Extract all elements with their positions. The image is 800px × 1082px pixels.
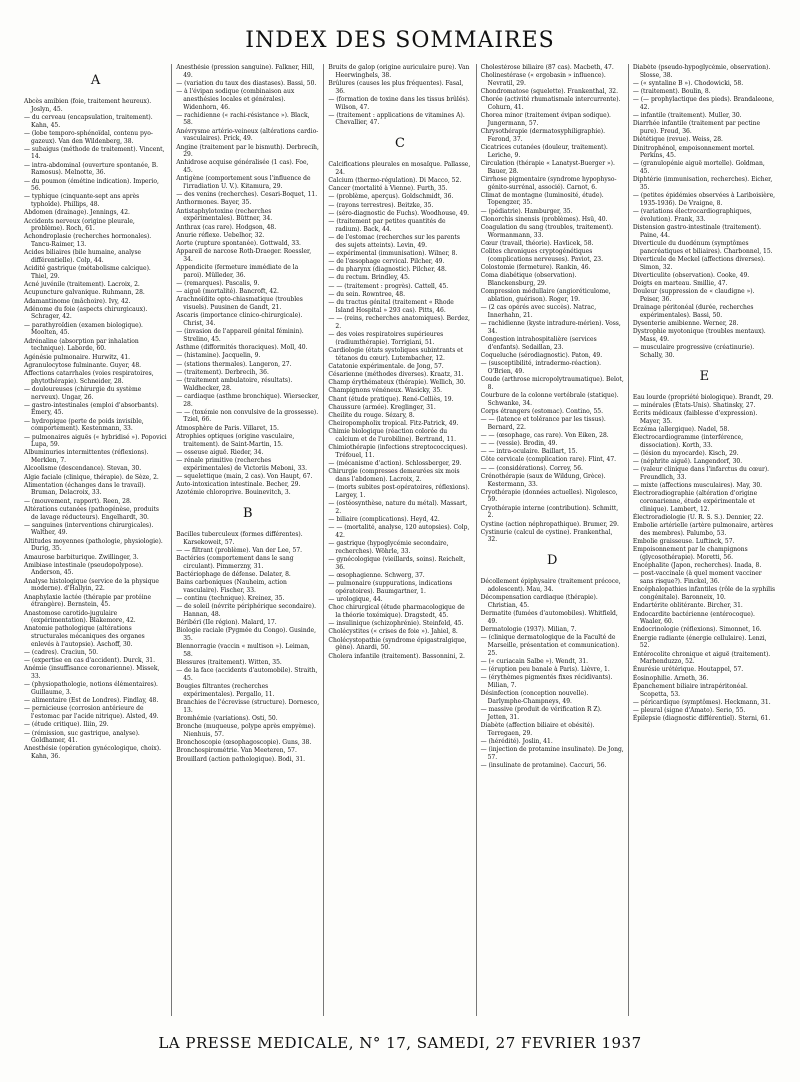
index-entry: — (lésion du myocarde). Kisch, 29. xyxy=(632,449,739,457)
index-entry: Champ érythémateux (thérapie). Wellich, 30. xyxy=(328,379,466,387)
index-entry: Diverticulite (observation). Cooke, 49. xyxy=(632,271,750,279)
index-column-2 xyxy=(171,64,323,1016)
index-entry: Bains carboniques (Nauheim, action vasculaire). Fischer, 33. xyxy=(176,579,287,594)
index-entry: Anurie réflexe. Uebelhor, 32. xyxy=(176,231,265,239)
index-entry: — (éruption peu banale à Paris). Lièvre, 1. xyxy=(480,665,610,673)
index-entry: — (traitement : applications de vitamines A). Chevallier, 47. xyxy=(328,111,465,127)
index-entry: Bronche (muqueuse, polype après empyème). Nienhuis, 57. xyxy=(176,723,316,739)
index-entry: — (traitement ambulatoire, résultats). Waldhecker, 28. xyxy=(176,376,293,392)
index-entry: — (petites épidémies observées à Lariboisière, 1935-1936). De Vraigne, 8. xyxy=(632,192,776,207)
index-title: INDEX DES SOMMAIRES xyxy=(245,28,555,53)
index-entry: Anhidrose acquise généralisée (1 cas). Foe, 45. xyxy=(176,159,309,175)
index-entry: Énergie radiante (énergie cellulaire). Lenzi, 52. xyxy=(632,634,767,650)
index-entry: Bromhémie (variations). Osti, 50. xyxy=(176,715,278,723)
index-entry: — (rayons terrestres). Beitzke, 35. xyxy=(328,201,434,209)
index-entry: Asthme (difformités thoraciques). Moll, 40. xyxy=(176,344,308,352)
index-entry: Anatomie pathologique (altérations structurales mécaniques des organes enlevés à l'autopsie). Aschoff, 30. xyxy=(24,625,145,648)
index-entry: — (érythèmes pigmentés fixes récidivants). Milian, 7. xyxy=(480,674,613,689)
index-entry: — du cerveau (encapsulation, traitement). Kahn, 45. xyxy=(24,113,153,129)
index-entry: Cicatrices cutanées (douleur, traitement). Leriche, 9. xyxy=(480,144,608,159)
index-entry: Antistaphylotoxine (recherches expérimentales). Büttner, 34. xyxy=(176,207,273,223)
index-entry: Chant (étude pratique). René-Celliès, 19. xyxy=(328,395,454,403)
index-entry: Choc chirurgical (étude pharmacologique de la théorie toxémique). Dragstedt, 45. xyxy=(328,604,465,619)
index-entry: — infantile (traitement). Muller, 30. xyxy=(632,112,742,120)
section-letter: B xyxy=(243,505,253,521)
index-entry: Drainage péritonéal (durée, recherches expérimentales). Bassi, 50. xyxy=(632,304,754,319)
index-entry: — — (œsophage, cas rare). Von Eiken, 28. xyxy=(480,431,609,439)
index-entry: — (rémission, suc gastrique, analyse). Goldhamer, 41. xyxy=(24,729,140,745)
index-entry: Catatonie expérimentale. de Jong, 57. xyxy=(328,362,444,370)
section-letter: C xyxy=(395,136,405,152)
index-entry: Embolie artérielle (artère pulmonaire, artères des membres). Palumbo, 53. xyxy=(632,522,774,537)
index-entry: Dystrophie myotonique (troubles mentaux). Mass, 49. xyxy=(632,328,766,343)
index-entry: Électroradiographie (altération d'origine coronarienne, étude expérimentale et clinique). Lambert, 12. xyxy=(632,490,758,513)
index-entry: Analyse histologique (service de la physique moderne). d'Hallyin, 22. xyxy=(24,577,159,593)
index-entry: Aorte (rupture spontanée). Gottwald, 33. xyxy=(176,239,301,247)
index-entry: — (cadres). Craciun, 50. xyxy=(24,649,99,657)
index-entry: — (injection de protamine insulinate). De Jong, 57. xyxy=(480,745,624,761)
index-entry: Cholécystites (« crises de foie »). Jahiel, 8. xyxy=(328,628,458,636)
index-entry: — (étude critique). Iliin, 29. xyxy=(24,721,109,729)
index-entry: Cystine (action néphropathique). Brumer, 29. xyxy=(480,520,619,528)
index-entry: Anastomose carotido-jugulaire (expérimentation). Blakemore, 42. xyxy=(24,609,136,625)
index-entry: Abcès amibien (foie, traitement heureux). Joslyn, 45. xyxy=(24,98,152,113)
index-entry: Appendicite (fermeture immédiate de la paroi). Mülleder, 36. xyxy=(176,264,299,279)
index-entry: Biologie raciale (Pygmée du Congo). Gusinde, 35. xyxy=(176,627,316,643)
index-entry: — expérimental (immunisation). Wilner, 8. xyxy=(328,249,458,257)
index-entry: Anthormones. Bayer, 35. xyxy=(176,199,252,207)
index-entry: Adamantinome (mâchoire). Ivy, 42. xyxy=(24,297,131,305)
index-entry: Alimentation (échanges dans le travail). Bruman, Delacroix, 33. xyxy=(24,481,146,497)
index-entry: — hydropique (perte de poids invisible, comportement). Kestenmann, 33. xyxy=(24,417,144,433)
index-entry: Chimiothérapie (infections streptococciques). Tréfouel, 11. xyxy=(328,444,468,459)
index-entry: — de l'estomac (recherches sur les parents des sujets atteints). Levin, 49. xyxy=(328,233,460,249)
index-entry: Diabète (affection biliaire et obésité). Terregaen, 29. xyxy=(480,721,595,737)
index-entry: Diphtérie (immunisation, recherches). Eicher, 35. xyxy=(632,176,773,192)
index-entry: — (séro-diagnostic de Fuchs). Woodhouse, 49. xyxy=(328,209,470,217)
index-entry: Brouillard (action pathologique). Bodi, 31. xyxy=(176,755,306,763)
index-entry: — squelettique (main, 2 cas). Von Haupt, 67. xyxy=(176,472,313,480)
index-entry: — de soleil (névrite périphérique secondaire). Hannan, 48. xyxy=(176,603,316,618)
index-entry: — rachidienne (« rachi-résistance »). Black, 58. xyxy=(176,111,310,127)
index-entry: Cancer (mortalité à Vienne). Furth, 35. xyxy=(328,185,448,193)
index-entry: — parathyroïdien (examen biologique). Moolten, 45. xyxy=(24,321,143,337)
index-entry: Diarrhée infantile (traitement par pectine pure). Freud, 36. xyxy=(632,120,761,136)
index-entry: — (stations thermales). Langeron, 27. xyxy=(176,360,292,368)
index-entry: Cœur (travail, théorie). Havlicek, 58. xyxy=(480,239,594,247)
index-entry: Endocrinologie (réflexions). Simonnet, 16. xyxy=(632,626,762,634)
index-entry: — (variations électrocardiographiques, évolution). Frank, 33. xyxy=(632,208,752,223)
index-entry: Altérations cutanées (pathogénèse, produits de lavage réducteurs). Engelhardt, 30. xyxy=(24,505,159,521)
index-entry: Chorea minor (traitement évipan sodique). Jungermann, 57. xyxy=(480,112,611,127)
index-entry: Dinitrophénol, empoisonnement mortel. Perkins, 45. xyxy=(632,144,755,160)
index-entry: — du pharynx (diagnostic). Pilcher, 48. xyxy=(328,266,447,274)
index-entry: — (néphrite aiguë). Langendorf, 30. xyxy=(632,458,743,466)
index-entry: — (« syntaline B »). Chodowicki, 58. xyxy=(632,79,744,87)
index-entry: Chaussure (armée). Kreglinger, 31. xyxy=(328,403,436,411)
index-entry: Affections catarrhales (voies respiratoires, phytothérapie). Schneider, 28. xyxy=(24,369,154,385)
index-entry: — osseuse aiguë. Rieder, 34. xyxy=(176,448,264,456)
index-entry: Bronchoscopie (œsophagoscopie). Guns, 38. xyxy=(176,739,312,747)
index-entry: Brûlures (causes les plus fréquentes). Fasal, 36. xyxy=(328,79,464,95)
index-entry: Ascaris (importance clinico-chirurgicale). Christ, 34. xyxy=(176,312,303,327)
index-entry: — massive (produit de vérification R Z). Jetten, 31. xyxy=(480,705,602,721)
index-entry: Cholestérose biliaire (87 cas). Macbeth, 47. xyxy=(480,64,614,71)
index-entry: Électroradiologie (U. R. S. S.). Dennier, 22. xyxy=(632,514,764,522)
index-entry: Coqueluche (sérodiagnostic). Paton, 49. xyxy=(480,351,603,359)
index-entry: Acides biliaires (bile humaine, analyse différentielle). Colp, 44. xyxy=(24,249,142,265)
index-entry: Énurésie urétérique. Houtappel, 57. xyxy=(632,666,744,674)
index-entry: Amaurose barbiturique. Zwillinger, 3. xyxy=(24,553,139,561)
index-entry: Eczéma (allergique). Nadel, 58. xyxy=(632,425,730,433)
index-entry: — — intra-oculaire. Baillart, 15. xyxy=(480,448,578,456)
index-entry: Cirrhose pigmentaire (syndrome hypophyso-génito-surrénal, associé). Carnot, 6. xyxy=(480,175,617,191)
index-entry: Colites chroniques cryptogénétiques (complications nerveuses). Paviot, 23. xyxy=(480,248,604,263)
index-entry: — sanguines (interventions chirurgicales). Walther, 49. xyxy=(24,521,154,537)
index-entry: — (susceptibilité, intradermo-réaction). O'Brien, 49. xyxy=(480,360,601,375)
index-entry: Anthrax (cas rare). Hodgson, 48. xyxy=(176,223,277,231)
index-entry: — — filtrant (problème). Van der Lee, 57. xyxy=(176,546,303,554)
index-entry: — rénale primitive (recherches expérimentales) de Victoriis Meboni, 33. xyxy=(176,456,308,472)
index-entry: — (traitement). Derbrecih, 36. xyxy=(176,368,269,376)
index-entry: — alimentaire (Est de Londres). Findlay, 48. xyxy=(24,697,159,705)
index-entry: Décollement épiphysaire (traitement précoce, adolescent). Mau, 34. xyxy=(480,578,621,593)
index-entry: Adénome du foie (aspects chirurgicaux). Schrager, 42. xyxy=(24,305,148,321)
index-entry: Agranulocytose fulminante. Guyer, 48. xyxy=(24,361,142,369)
index-entry: Distension gastro-intestinale (traitement). Paine, 44. xyxy=(632,224,762,239)
index-entry: — (pédiatrie). Hamburger, 35. xyxy=(480,207,573,215)
index-entry: — subaigus (méthode de traitement). Vincent, 14. xyxy=(24,145,165,161)
index-entry: Entérocolite chronique et aiguë (traitement). Marhenduzzo, 52. xyxy=(632,650,771,666)
index-entry: Agénésie pulmonaire. Hurwitz, 41. xyxy=(24,353,131,361)
index-entry: — douloureuses (chirurgie du système nerveux). Ungar, 26. xyxy=(24,385,142,401)
index-entry: — (hérédité). Joslin, 41. xyxy=(480,737,553,745)
index-entry: — post-vaccinale (à quel moment vacciner sans risque?). Finckel, 36. xyxy=(632,570,762,586)
index-entry: — continu (technique). Kreinez, 35. xyxy=(176,595,285,603)
index-entry: Anaphylaxie lactée (thérapie par protéine étrangère). Bernstein, 45. xyxy=(24,593,152,609)
index-entry: — du sein. Rowntree, 48. xyxy=(328,290,406,298)
index-entry: Angine (traitement par le bismuth). Derbrecih, 29. xyxy=(176,143,319,159)
index-entry: Chorée (activité rhumatismale intercurrente). Cohurn, 41. xyxy=(480,96,621,112)
index-entry: — — (considérations). Correy, 56. xyxy=(480,464,583,472)
index-entry: — des voies respiratoires supérieures (radiumthérapie). Torrigiani, 51. xyxy=(328,330,444,346)
index-entry: Cryothérapie (données actuelles). Nigolesco, 59. xyxy=(480,488,618,504)
index-entry: — (traitement par petites quantités de radium). Back, 44. xyxy=(328,218,446,233)
index-entry: — gastro-intestinales (emploi d'absorbants). Emery, 45. xyxy=(24,401,159,417)
index-entry: — insulinique (schizophrénie). Steinfeld, 45. xyxy=(328,620,464,628)
index-entry: Crénothérapie (saux de Wildung, Grèce). Kestermann, 33. xyxy=(480,472,606,488)
index-entry: Abdomen (drainage). Jennings, 42. xyxy=(24,209,130,217)
index-entry: — (mouvement, rapport). Reen, 28. xyxy=(24,497,132,505)
index-entry: Chirurgie (compresses demeurées six mois dans l'abdomen). Lacroix, 2. xyxy=(328,468,460,484)
index-entry: — pernicieuse (corrosion antérieure de l'estomac par l'acide nitrique). Alsted, 49. xyxy=(24,705,159,721)
index-entry: — des venins (recherches). Cesari-Boquet, 11. xyxy=(176,191,318,199)
index-entry: — rachidienne (kyste intradure-mérien). Voss, 34. xyxy=(480,320,621,335)
index-entry: — (traitement). Boulin, 8. xyxy=(632,88,711,96)
index-entry: Appareil de narcose Roth-Draeger. Roessler, 34. xyxy=(176,248,312,263)
index-entry: — — (mortalité, analyse, 120 autopsies). Colp, 42. xyxy=(328,524,470,539)
index-entry: — intra-abdominal (ouverture spontanée, B. Ramosus). Melnotte, 36. xyxy=(24,161,159,177)
index-entry: — à l'évipan sodique (combinaison aux anesthésies locales et générales). Widenhorn, 46. xyxy=(176,88,295,111)
index-entry: Corps étrangers (estomac). Contino, 55. xyxy=(480,407,604,415)
index-entry: — — (vessie). Brodin, 49. xyxy=(480,440,558,448)
index-entry: — (ostéosynthèse, nature du métal). Massart, 2. xyxy=(328,500,468,515)
index-entry: — pulmonaire (suppurations, indications opératoires). Baumgartner, 1. xyxy=(328,580,453,595)
index-entry: — (formation de toxine dans les tissus brûlés). Wilson, 47. xyxy=(328,95,470,111)
index-entry: Cardiologie (états systoliques subintrants et tétanos du cœur). Lutembacher, 12. xyxy=(328,346,464,362)
index-column-1 xyxy=(20,64,171,1016)
index-entry: — (clinique dermatologique de la Faculté de Marseille, présentation et communication). 25. xyxy=(480,634,620,657)
index-entry: Circulation (thérapie « Lanatyst-Buerger »). Bauer, 28. xyxy=(480,159,615,175)
index-entry: Diverticule du duodénum (symptômes pancréatiques et biliaires). Charbonnel, 15. xyxy=(632,239,773,255)
index-entry: — (lobe temporo-sphénoïdal, contenu pyo-gazeux). Van den Wildenberg, 38. xyxy=(24,129,153,145)
index-entry: Coude (arthrose micropolytraumatique). Belot, 8. xyxy=(480,375,624,391)
index-entry: Coagulation du sang (troubles, traitement). Wormanmann, 33. xyxy=(480,224,613,239)
index-column-3 xyxy=(323,64,475,1016)
index-entry: Antigène (comportement sous l'influence de l'irradiation U. V.). Kitamura, 29. xyxy=(176,175,311,191)
index-entry: Champignons vénéneux. Wasicky, 35. xyxy=(328,387,443,395)
index-entry: Azotémie chloroprive. Bouinevitch, 3. xyxy=(176,489,291,497)
index-entry: — biliaire (complications). Heyd, 42. xyxy=(328,516,440,524)
index-entry: Eau lourde (propriété biologique). Brandt, 29. xyxy=(632,393,774,401)
index-entry: Colostomie (fermeture). Rankin, 46. xyxy=(480,264,591,272)
index-entry: Acupuncture galvanique. Ruhmann, 28. xyxy=(24,289,145,297)
index-entry: — (histamine). Jacquelin, 9. xyxy=(176,352,261,360)
index-entry: Atrophies optiques (origine vasculaire, traitement). de Saint-Martin, 15. xyxy=(176,432,295,448)
index-entry: — (2 cas opérés avec succès). Natrac, Innerhahn, 21. xyxy=(480,304,597,319)
index-entry: Cheilite du rouge. Sézary, 8. xyxy=(328,411,415,419)
index-entry: — de l'œsophage cervical. Pilcher, 49. xyxy=(328,258,445,266)
index-entry: Béribéri (IIe région). Malard, 17. xyxy=(176,619,277,627)
index-entry: Bruits de galop (origine auriculaire pure). Van Heerwinghels, 38. xyxy=(328,64,470,79)
index-entry: Coma diabétique (observation). Blanckensburg, 29. xyxy=(480,272,577,287)
index-entry: — aiguë (mortalité). Bancroft, 42. xyxy=(176,288,279,296)
index-entry: — pleural (signe d'Amato). Serio, 55. xyxy=(632,706,746,714)
index-entry: Adrénaline (absorption par inhalation technique). Laborde, 60. xyxy=(24,337,139,353)
index-entry: Algie faciale (clinique, thérapie). de Sèze, 2. xyxy=(24,473,159,481)
index-entry: — (insulinate de protamine). Caccuri, 56. xyxy=(480,761,607,769)
journal-footer: LA PRESSE MEDICALE, N° 17, SAMEDI, 27 FEVRIER 1937 xyxy=(158,1034,642,1052)
index-entry: Cholera infantile (traitement). Bassonnini, 2. xyxy=(328,652,465,660)
index-entry: Doigts en marteau. Smillie, 47. xyxy=(632,279,728,287)
index-entry: — œsophagienne. Schwerg, 37. xyxy=(328,571,425,579)
index-entry: Anévrysme artério-veineux (altérations cardio-vasculaires). Prick, 49. xyxy=(176,127,319,143)
index-entry: Bougies filtrantes (recherches expérimentales). Pergallo, 11. xyxy=(176,683,275,699)
index-entry: — — (latence et tolérance par les tissus). Bernard, 22. xyxy=(480,415,606,431)
index-entry: Bacilles tuberculeux (formes différentes). Karsekoweit, 57. xyxy=(176,530,303,546)
index-entry: — cardiaque (asthme bronchique). Wiersecker, 28. xyxy=(176,392,320,408)
index-entry: Écrits médicaux (faiblesse d'expression). Mayer, 35. xyxy=(632,409,758,425)
index-entry: Césarienne (méthodes diverses). Kraatz, 31. xyxy=(328,370,464,378)
index-entry: Embolie graisseuse. Luftinck, 57. xyxy=(632,538,735,546)
index-entry: Chimie biologique (réaction colorée du calcium et de l'urobiline). Bertrand, 11. xyxy=(328,428,456,444)
index-entry: Cystinurie (calcul de cystine). Frankenthal, 32. xyxy=(480,528,613,544)
index-entry: Acidité gastrique (métabolisme calcique). Thiel, 29. xyxy=(24,265,151,280)
index-entry: Cheiropompholix tropical. Fitz-Patrick, 49. xyxy=(328,420,459,428)
index-entry: — (— prophylactique des pieds). Brandaleone, 42. xyxy=(632,96,775,112)
index-column-5 xyxy=(628,64,780,1016)
index-entry: Acné juvénile (traitement). Lacroix, 2. xyxy=(24,281,140,289)
index-entry: Bronchospirométrie. Van Meeteren, 57. xyxy=(176,747,297,755)
index-entry: Congestion intrahospitalière (services d'enfants). Sedaillan, 23. xyxy=(480,335,597,351)
index-entry: Endocardite bactérienne (entérocoque). Waaler, 60. xyxy=(632,610,755,626)
index-entry: Chrysothérapie (dermatosyphiligraphie). Ferond, 37. xyxy=(480,128,606,143)
index-entry: Courbure de la colonne vertébrale (statique). Schwanke, 34. xyxy=(480,391,619,407)
index-entry: Anémie (insuffisance coronarienne). Missek, 33. xyxy=(24,665,160,681)
index-entry: — — (traitement : progrès). Cattell, 45. xyxy=(328,282,449,290)
index-entry: — (physiopathologie, notions élémentaires). Guillaume, 3. xyxy=(24,681,158,697)
section-letter: A xyxy=(90,73,101,88)
index-entry: Électrocardiogramme (interférence, dissociation). Korth, 33. xyxy=(632,434,744,449)
index-entry: Dysenterie amibienne. Werner, 28. xyxy=(632,320,739,327)
index-entry: — (problème, aperçus). Goldschmidt, 36. xyxy=(328,193,454,201)
index-entry: Altitudes moyennes (pathologie, physiologie). Durig, 35. xyxy=(24,537,163,553)
index-entry: Diverticule de Meckel (affections diverses). Simon, 32. xyxy=(632,255,766,271)
index-entry: Amibiase intestinale (pseudopolypose). Anderson, 45. xyxy=(24,561,144,577)
index-entry: — musculaire progressive (créatinurie). Schally, 30. xyxy=(632,344,755,359)
index-entry: Chondromatose (squelette). Frankenthal, 32. xyxy=(480,88,619,96)
index-entry: — (granulopénie aiguë mortelle). Goldman, 45. xyxy=(632,160,765,176)
section-letter: D xyxy=(546,553,558,569)
index-entry: — (valeur clinique dans l'infarctus du cœur). Freundlich, 33. xyxy=(632,466,770,482)
index-entry: Épilepsie (diagnostic différentiel). Sterni, 61. xyxy=(632,715,771,723)
index-entry: Cryothérapie interne (contribution). Schmitt, 2. xyxy=(480,504,619,520)
index-entry: — de la face (accidents d'automobile). Straith, 45. xyxy=(176,667,318,683)
index-entry: Calcifications pleurales en mosaïque. Pallasse, 24. xyxy=(328,161,471,176)
index-entry: Diététique (revue). Weiss, 28. xyxy=(632,136,723,144)
index-entry: Désinfection (conception nouvelle). Darlymphe-Champneys, 49. xyxy=(480,690,589,705)
index-entry: Cholécystopathie (syndrome épigastralgique, gène). Anardi, 50. xyxy=(328,636,467,652)
index-entry: Endartérite oblitérante. Bircher, 31. xyxy=(632,602,743,610)
index-entry: — typhique (cinquante-sept ans après typhoïde). Phillips, 48. xyxy=(24,193,140,209)
index-entry: — du rectum. Brindley, 45. xyxy=(328,274,410,282)
index-entry: — péricardique (symptômes). Heckmann, 31. xyxy=(632,698,771,706)
index-entry: — (variation du taux des diastases). Bassi, 50. xyxy=(176,79,317,87)
index-entry: Accidents nerveux (origine pleurale, problème). Roch, 61. xyxy=(24,217,135,233)
index-entry: — — (toxémie non convulsive de la grossesse). Tziel, 66. xyxy=(176,408,319,424)
index-entry: Achondroplasie (recherches hormonales). Tancu-Raimer, 13. xyxy=(24,233,152,249)
index-entry: Clonorchis sinensis (problèmes). Hsü, 40. xyxy=(480,215,608,223)
index-entry: Climat de montagne (luminosité, étude). Topengzer, 35. xyxy=(480,191,604,207)
index-entry: Arachnoïdite opto-chiasmatique (troubles visuels). Puusinen de Gandt, 21. xyxy=(176,296,303,312)
index-entry: — mixte (affections musculaires). May, 30. xyxy=(632,482,763,490)
index-entry: Dermatologie (1937). Milian, 7. xyxy=(480,625,577,633)
index-entry: Atmosphère de Paris. Villaret, 15. xyxy=(176,424,279,432)
index-entry: Cholinestérase (« ergobasin » influence). Nevratil, 29. xyxy=(480,72,606,87)
index-column-4 xyxy=(476,64,628,1016)
index-entry: Auto-intoxication intestinale. Becher, 29. xyxy=(176,481,301,489)
index-entry: Empoisonnement par le champignons (glycosothérapie). Moretti, 56. xyxy=(632,546,748,562)
index-entry: Branchies de l'écrevisse (structure). Dornesco, 13. xyxy=(176,699,320,714)
index-entry: Blessures (traitement). Witten, 35. xyxy=(176,659,282,667)
index-entry: — (mécanisme d'action). Schlossberger, 29. xyxy=(328,460,462,468)
index-entry: — — (reins, recherches anatomiques). Berdez, 2. xyxy=(328,314,470,330)
index-entry: — (morts subites post-opératoires, réflexions). Largey, 1. xyxy=(328,484,470,499)
index-columns xyxy=(20,64,780,1016)
index-entry: Anesthésie (opération gynécologique, choix). Kahn, 36. xyxy=(24,745,161,761)
index-entry: Douleur (suppression de « claudigne »). Peiser, 36. xyxy=(632,288,755,303)
index-entry: Encéphalopathies infantiles (rôle de la syphilis congénitale). Baronneix, 10. xyxy=(632,586,776,602)
index-entry: Anesthésie (pression sanguine). Falkner, Hill, 49. xyxy=(176,64,315,79)
index-entry: — urologique, 44. xyxy=(328,596,383,604)
index-entry: Encéphalite (Japon, recherches). Inada, 8. xyxy=(632,562,762,570)
index-entry: Bactériophage de défense. Delater, 8. xyxy=(176,570,291,578)
index-entry: Bactéries (comportement dans le sang circulant). Pimmerzny, 31. xyxy=(176,555,294,570)
index-entry: Côte cervicale (complication rare). Flint, 47. xyxy=(480,456,617,464)
index-entry: Albuminuries intermittentes (réflexions). Merklen, 7. xyxy=(24,449,149,465)
section-letter: E xyxy=(699,368,710,384)
index-entry: — du poumon (émétine indication). Imperio, 56. xyxy=(24,177,159,193)
index-entry: Calcium (thermo-régulation). Di Macco, 52. xyxy=(328,177,462,185)
index-entry: — du tractus génital (traitement « Rhode Island Hospital » 293 cas). Pitts, 46. xyxy=(328,299,454,314)
index-entry: Blennorragie (vaccin « multison »). Leiman, 58. xyxy=(176,643,310,659)
index-entry: Éosinophilie. Arneth, 36. xyxy=(632,674,709,682)
index-entry: Dermatite (fumées d'automobiles). Whitfield, 49. xyxy=(480,610,618,625)
index-entry: — (expertise en cas d'accident). Durck, 31. xyxy=(24,657,155,665)
index-entry: — (remarques). Pascalis, 9. xyxy=(176,279,260,287)
index-entry: Compression médullaire (angioréticulome, ablation, guérison). Roger, 19. xyxy=(480,288,611,303)
index-entry: — gynécologique (vieillards, soins). Reichelt, 36. xyxy=(328,556,466,571)
index-entry: — (invasion de l'appareil génital féminin). Strelino, 45. xyxy=(176,328,304,343)
index-entry: Diabète (pseudo-hypoglycémie, observation). Slosse, 38. xyxy=(632,64,771,79)
index-entry: Décompensation cardiaque (thérapie). Christian, 45. xyxy=(480,594,598,609)
index-entry: — (« curiacain Salbe »). Wendt, 31. xyxy=(480,657,589,665)
index-entry: — pulmonaires aiguës (« hybridisé »). Popovici Lupa, 59. xyxy=(24,433,167,449)
index-entry: — minérales (États-Unis). Shatinsky, 27. xyxy=(632,401,756,409)
index-entry: — gastrique (hypoglycémie secondaire, recherches). Wöhrle, 33. xyxy=(328,540,449,555)
index-entry: Épanchement biliaire intrapéritonéal. Scopetta, 53. xyxy=(632,682,748,698)
index-entry: Alcoolisme (descendance). Stevan, 30. xyxy=(24,465,142,473)
